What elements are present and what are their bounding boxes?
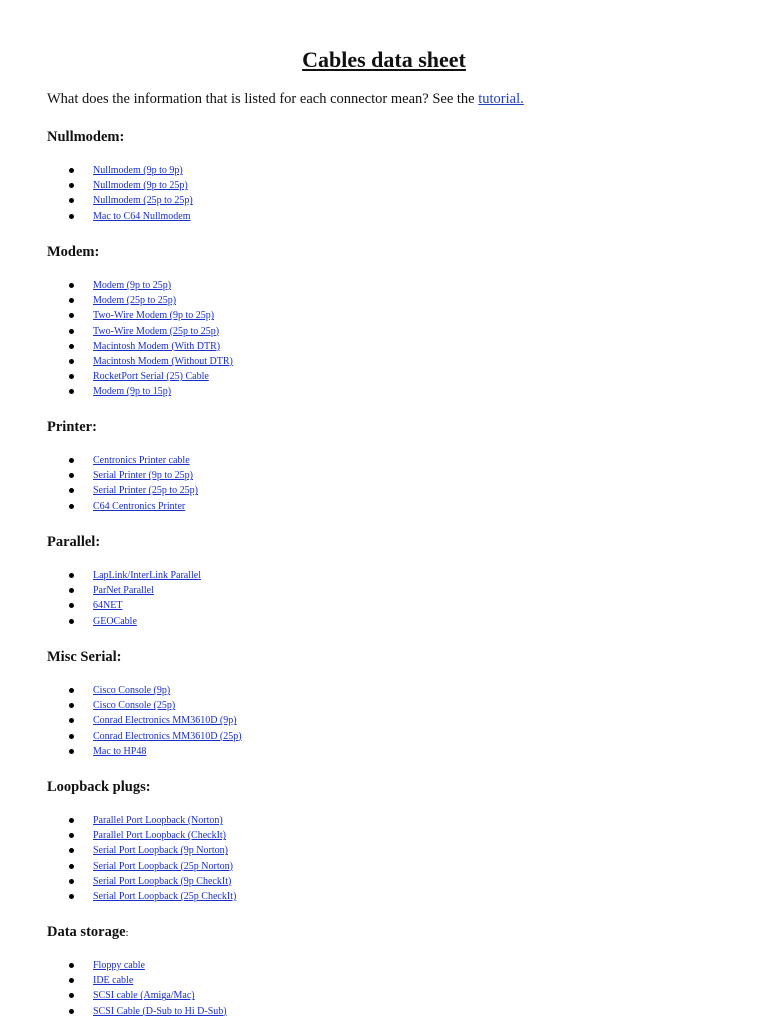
list-item [0, 859, 236, 874]
tutorial-link[interactable]: tutorial. [478, 91, 524, 107]
link-list [0, 813, 236, 904]
list-item [0, 744, 242, 759]
list-item [0, 354, 233, 369]
bullet-icon [69, 734, 74, 739]
section-heading-label: Data storage [47, 924, 126, 940]
section-heading-label: Printer: [47, 419, 97, 435]
cable-link[interactable]: C64 Centronics Printer [93, 500, 186, 512]
list-item [0, 698, 242, 713]
list-item [0, 209, 193, 224]
bullet-icon [69, 993, 74, 998]
section-heading [47, 127, 124, 148]
bullet-icon [69, 894, 74, 899]
section-heading [47, 242, 99, 263]
cable-link[interactable]: GEOCable [93, 615, 137, 627]
section-heading-label: Misc Serial: [47, 649, 122, 665]
cable-link[interactable]: Cisco Console (25p) [93, 700, 176, 712]
bullet-icon [69, 978, 74, 983]
cable-link[interactable]: Serial Printer (9p to 25p) [93, 470, 193, 482]
cable-link[interactable]: Serial Port Loopback (9p Norton) [93, 845, 228, 857]
bullet-icon [69, 389, 74, 394]
cable-link[interactable]: Conrad Electronics MM3610D (25p) [93, 730, 242, 742]
bullet-icon [69, 718, 74, 723]
cable-link[interactable]: Macintosh Modem (Without DTR) [93, 355, 233, 367]
bullet-icon [69, 688, 74, 693]
cable-link[interactable]: Parallel Port Loopback (Norton) [93, 815, 223, 826]
link-list [0, 278, 233, 400]
list-item [0, 499, 198, 514]
bullet-icon [69, 703, 74, 708]
list-item [0, 614, 201, 629]
list-item [0, 973, 227, 988]
list-item [0, 958, 227, 973]
cable-link[interactable]: Mac to HP48 [93, 745, 147, 757]
bullet-icon [69, 458, 74, 463]
list-item [0, 583, 201, 598]
cable-link[interactable]: IDE cable [93, 975, 134, 987]
bullet-icon [69, 473, 74, 478]
bullet-icon [69, 374, 74, 379]
list-item [0, 308, 233, 323]
list-item [0, 468, 198, 483]
cable-link[interactable]: Nullmodem (9p to 9p) [93, 165, 183, 176]
bullet-icon [69, 818, 74, 823]
cable-link[interactable]: Conrad Electronics MM3610D (9p) [93, 715, 237, 727]
bullet-icon [69, 198, 74, 203]
page-title: Cables data sheet [302, 47, 466, 72]
link-list [0, 958, 227, 1019]
list-item [0, 324, 233, 339]
list-item [0, 843, 236, 858]
bullet-icon [69, 588, 74, 593]
list-item [0, 568, 201, 583]
cable-link[interactable]: Two-Wire Modem (9p to 25p) [93, 310, 215, 322]
list-item [0, 813, 236, 828]
list-item [0, 828, 236, 843]
bullet-icon [69, 963, 74, 968]
cable-link[interactable]: Parallel Port Loopback (CheckIt) [93, 830, 227, 842]
section-heading [47, 777, 151, 798]
link-list [0, 453, 198, 514]
cable-link[interactable]: Modem (25p to 25p) [93, 295, 177, 307]
bullet-icon [69, 214, 74, 219]
cable-link[interactable]: LapLink/InterLink Parallel [93, 570, 202, 581]
bullet-icon [69, 329, 74, 334]
list-item [0, 178, 193, 193]
cable-link[interactable]: 64NET [93, 600, 123, 612]
section-heading [47, 417, 97, 438]
cable-link[interactable]: Serial Printer (25p to 25p) [93, 485, 198, 497]
link-list [0, 568, 201, 629]
section-heading-label: Nullmodem: [47, 129, 125, 145]
bullet-icon [69, 749, 74, 754]
cable-link[interactable]: Floppy cable [93, 960, 145, 971]
list-item [0, 483, 198, 498]
bullet-icon [69, 879, 74, 884]
cable-link[interactable]: ParNet Parallel [93, 585, 154, 597]
bullet-icon [69, 864, 74, 869]
cable-link[interactable]: Centronics Printer cable [93, 455, 190, 466]
list-item [0, 713, 242, 728]
list-item [0, 163, 193, 178]
bullet-icon [69, 313, 74, 318]
list-item [0, 729, 242, 744]
section-heading-label: Parallel: [47, 534, 101, 550]
cable-link[interactable]: Cisco Console (9p) [93, 685, 171, 696]
bullet-icon [69, 488, 74, 493]
cable-link[interactable]: Two-Wire Modem (25p to 25p) [93, 325, 220, 337]
cable-link[interactable]: SCSI Cable (D-Sub to Hi D-Sub) [93, 1005, 227, 1017]
cable-link[interactable]: Modem (9p to 25p) [93, 280, 172, 291]
cable-link[interactable]: Serial Port Loopback (9p CheckIt) [93, 875, 232, 887]
bullet-icon [69, 183, 74, 188]
cable-link[interactable]: Serial Port Loopback (25p CheckIt) [93, 890, 237, 902]
list-item [0, 598, 201, 613]
link-list [0, 163, 193, 224]
bullet-icon [69, 298, 74, 303]
section-heading-label: Modem: [47, 244, 100, 260]
cable-link[interactable]: SCSI cable (Amiga/Mac) [93, 990, 195, 1002]
cable-link[interactable]: Modem (9p to 15p) [93, 386, 172, 398]
section-heading [47, 922, 129, 943]
list-item [0, 453, 198, 468]
bullet-icon [69, 504, 74, 509]
section-heading [47, 647, 122, 668]
bullet-icon [69, 833, 74, 838]
intro-paragraph [47, 89, 524, 109]
cable-link[interactable]: Mac to C64 Nullmodem [93, 210, 191, 222]
list-item [0, 293, 233, 308]
bullet-icon [69, 1009, 74, 1014]
cable-link[interactable]: Nullmodem (9p to 25p) [93, 180, 188, 192]
list-item [0, 988, 227, 1003]
list-item [0, 193, 193, 208]
bullet-icon [69, 283, 74, 288]
bullet-icon [69, 848, 74, 853]
list-item [0, 278, 233, 293]
section-heading [47, 532, 100, 553]
link-list [0, 683, 242, 759]
list-item [0, 339, 233, 354]
bullet-icon [69, 168, 74, 173]
bullet-icon [69, 359, 74, 364]
list-item [0, 683, 242, 698]
bullet-icon [69, 344, 74, 349]
bullet-icon [69, 619, 74, 624]
bullet-icon [69, 603, 74, 608]
cable-link[interactable]: Nullmodem (25p to 25p) [93, 195, 193, 207]
cable-link[interactable]: Macintosh Modem (With DTR) [93, 340, 221, 352]
bullet-icon [69, 573, 74, 578]
list-item [0, 1004, 227, 1019]
section-heading-tail: : [125, 927, 129, 939]
cable-link[interactable]: Serial Port Loopback (25p Norton) [93, 860, 233, 872]
cable-link[interactable]: RocketPort Serial (25) Cable [93, 371, 209, 383]
list-item [0, 889, 236, 904]
list-item [0, 384, 233, 399]
list-item [0, 874, 236, 889]
list-item [0, 369, 233, 384]
intro-text: What does the information that is listed for each connector mean? See the [47, 91, 479, 107]
section-heading-label: Loopback plugs: [47, 779, 151, 795]
